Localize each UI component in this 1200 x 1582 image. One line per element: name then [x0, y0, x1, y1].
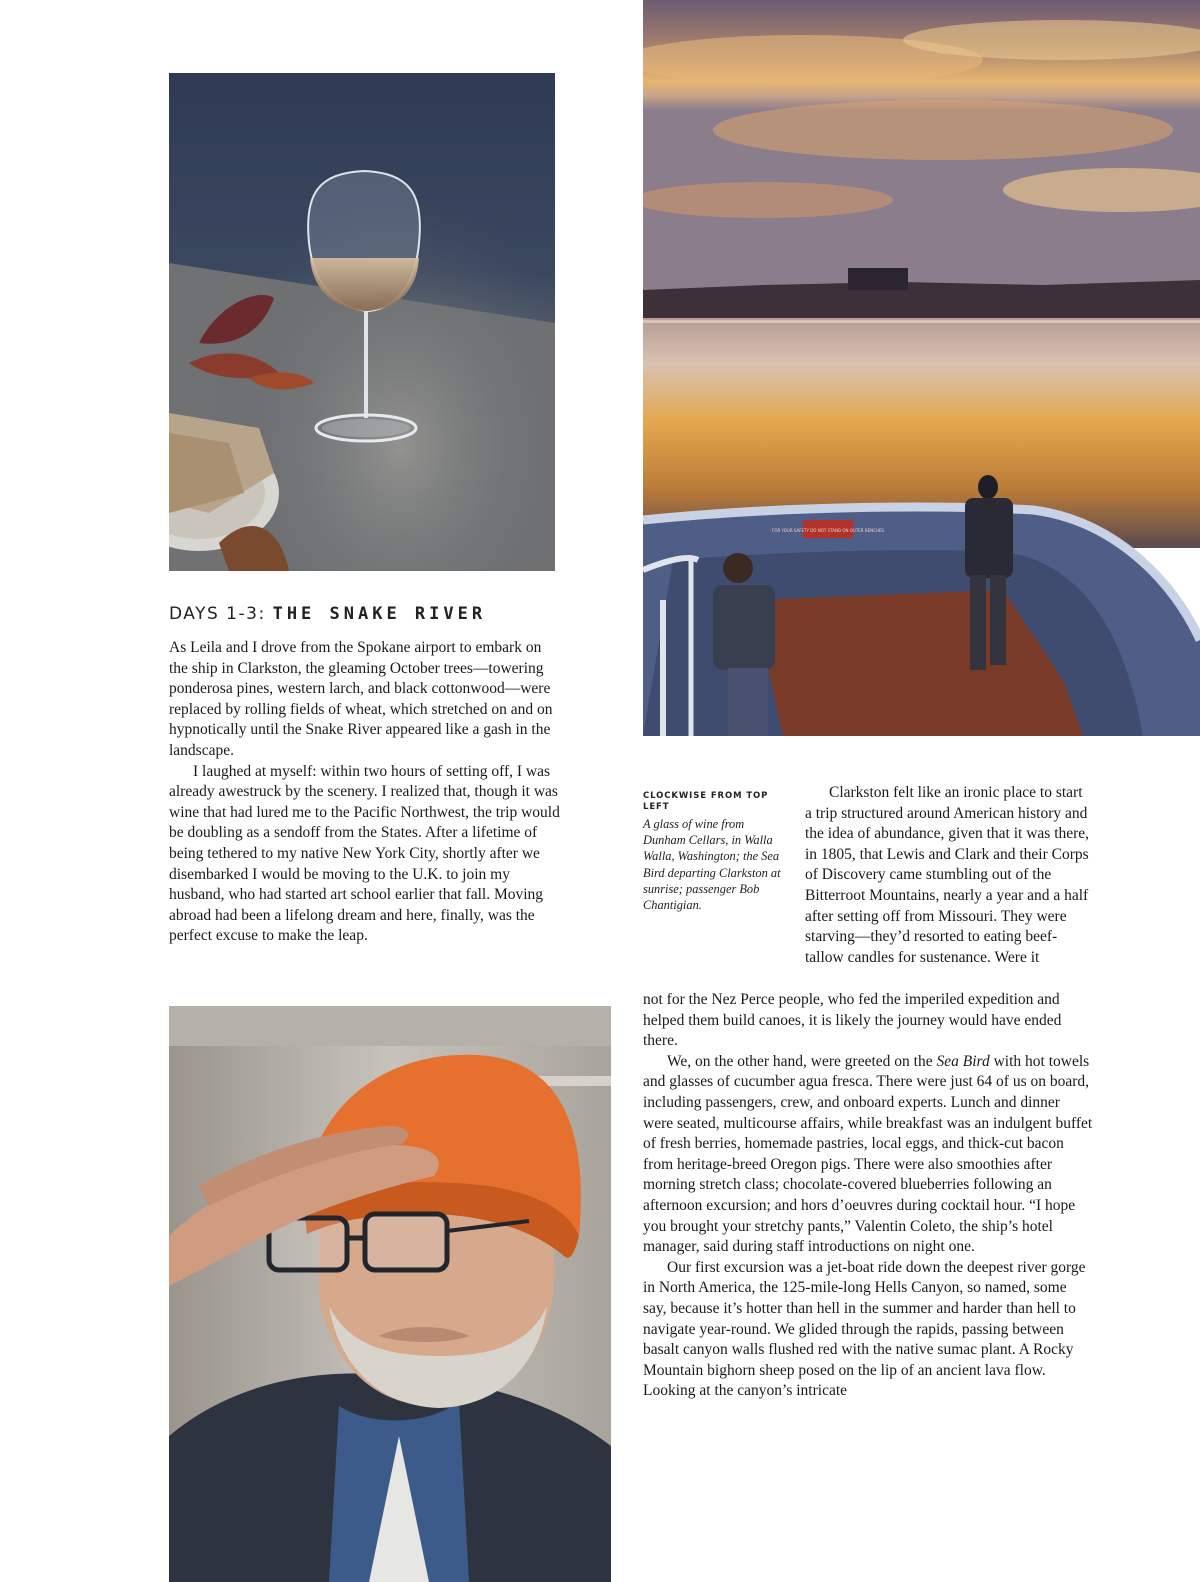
left-column-text — [169, 638, 563, 947]
paragraph — [643, 1052, 1093, 1258]
ship-name: Sea Bird — [936, 1052, 990, 1070]
photo-caption — [643, 791, 783, 913]
right-column-text-top — [805, 783, 1093, 968]
section-heading — [169, 604, 569, 624]
section-days-label: DAYS 1-3: — [169, 604, 273, 624]
paragraph: As Leila and I drove from the Spokane airport to embark on the ship in Clarkston, the gleaming October trees—towering ponderosa pines, western larch, and black cottonwood—were replaced by rolling fields of wheat, which stretched on and on hypnotically until the Snake River appeared like a gash in the landscape. — [169, 639, 553, 759]
text-span: with hot towels and glasses of cucumber agua fresca. There were just 64 of us on board, including passengers, crew, and onboard experts. Lunch and dinner were seated, multicourse affairs, while breakfast was an indulgent buffet of fresh berries, homemade pastries, local eggs, and thick-cut bacon from heritage-breed Oregon pigs. There were also smoothies after morning stretch class; chocolate-covered blueberries following an afternoon excursion; and hors d’oeuvres during cocktail hour. “I hope you brought your stretchy pants,” Valentin Coleto, the ship’s hotel manager, said during staff introductions on night one. — [643, 1052, 1093, 1256]
paragraph: Our first excursion was a jet-boat ride down the deepest river gorge in North America, the 125-mile-long Hells Canyon, so named, some say, because it’s hotter than hell in the summer and harder than hell to navigate year-round. We glided through the rapids, passing between basalt canyon walls flushed red with the native sumac plant. A Rocky Mountain bighorn sheep posed on the lip of an ancient lava flow. Looking at the canyon’s intricate — [643, 1258, 1086, 1400]
caption-text: A glass of wine from Dunham Cellars, in Walla Walla, Washington; the Sea Bird departing Clarkston at sunrise; passenger Bob Chantigian. — [643, 817, 781, 913]
caption-heading: CLOCKWISE FROM TOP LEFT — [643, 791, 769, 812]
safety-sign-text: FOR YOUR SAFETY DO NOT STAND ON OUTER BENCHES — [772, 528, 884, 533]
paragraph: not for the Nez Perce people, who fed the imperiled expedition and helped them build canoes, it is likely the journey would have ended there. — [643, 991, 1062, 1050]
ship-sunrise-icon — [643, 0, 1200, 736]
wine-glass-icon — [169, 73, 555, 571]
man-orange-beanie-photo — [169, 1006, 611, 1582]
paragraph: Clarkston felt like an ironic place to start a trip structured around American history and the idea of abundance, given that it was there, in 1805, that Lewis and Clark and their Corps of Discovery came stumbling out of the Bitterroot Mountains, nearly a year and a half after setting off from Missouri. They were starving—they’d resorted to eating beef-tallow candles for sustenance. Were it — [805, 784, 1090, 966]
wine-glass-photo — [169, 73, 555, 571]
right-column-text — [643, 990, 1093, 1402]
section-title: THE SNAKE RIVER — [272, 604, 487, 624]
text-span: We, on the other hand, were greeted on the — [667, 1052, 937, 1070]
portrait-icon — [169, 1006, 611, 1582]
ship-bow-sunrise-photo — [643, 0, 1200, 736]
paragraph: I laughed at myself: within two hours of setting off, I was already awestruck by the scenery. I realized that, though it was wine that had lured me to the Pacific Northwest, the trip would be doubling as a sendoff from the States. After a lifetime of being tethered to my native New York City, shortly after we disembarked I would be moving to the U.K. to join my husband, who had started art school earlier that fall. Moving abroad had been a lifelong dream and here, finally, was the perfect excuse to make the leap. — [169, 762, 560, 945]
